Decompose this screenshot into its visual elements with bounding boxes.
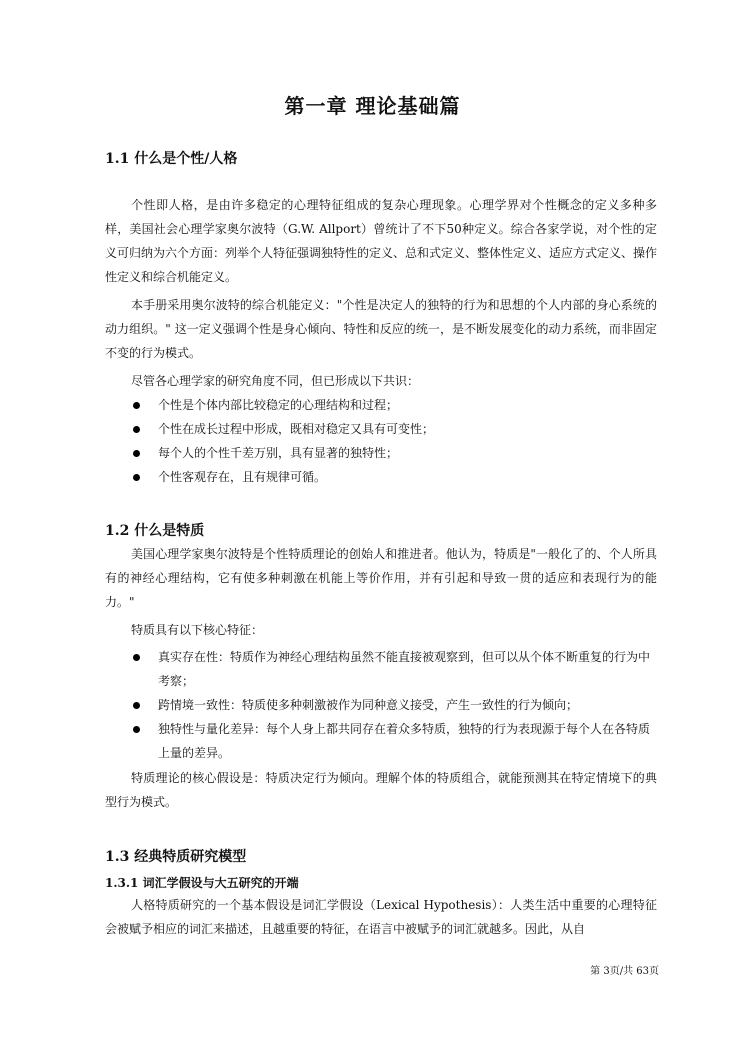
chapter-title: 第一章 理论基础篇 [284,94,461,118]
bullet-icon [133,726,140,733]
paragraph: 尽管各心理学家的研究角度不同，但已形成以下共识： [131,374,420,388]
paragraph: 人格特质研究的一个基本假设是词汇学假设（Lexical Hypothesis）：人类生活中重要的心理特征会被赋予相应的词汇来描述，且越重要的特征，在语言中被赋予的词汇就越多。因此，从自 [105,898,657,936]
bullet-icon [133,450,140,457]
paragraph: 特质理论的核心假设是：特质决定行为倾向。理解个体的特质组合，就能预测其在特定情境下的典型行为模式。 [105,771,657,809]
list-item: 独特性与量化差异：每个人身上都共同存在着众多特质，独特的行为表现源于每个人在各特质上量的差异。 [105,717,657,765]
list-item: 个性在成长过程中形成，既相对稳定又具有可变性； [105,417,657,441]
section-heading-1-3: 1.3 经典特质研究模型 [105,849,247,865]
bullet-icon [133,654,140,661]
paragraph: 特质具有以下核心特征： [131,623,264,637]
bullet-icon [133,702,140,709]
paragraph: 本手册采用奥尔波特的综合机能定义："个性是决定人的独特的行为和思想的个人内部的身心系统的动力组织。" 这一定义强调个性是身心倾向、特性和反应的统一，是不断发展变化的动力系统，而非固定不变的行为模式。 [105,298,657,360]
section-heading-1-2: 1.2 什么是特质 [105,523,205,539]
list-item: 个性是个体内部比较稳定的心理结构和过程； [105,393,657,417]
section-heading-1-1: 1.1 什么是个性/人格 [105,151,238,167]
bullet-list [105,645,657,765]
list-item: 真实存在性：特质作为神经心理结构虽然不能直接被观察到，但可以从个体不断重复的行为中考察； [105,645,657,693]
paragraph: 美国心理学家奥尔波特是个性特质理论的创始人和推进者。他认为，特质是"一般化了的、个人所具有的神经心理结构，它有使多种刺激在机能上等价作用，并有引起和导致一贯的适应和表现行为的能力。" [105,547,657,609]
subsection-heading-1-3-1: 1.3.1 词汇学假设与大五研究的开端 [105,876,299,890]
list-item: 跨情境一致性：特质使多种刺激被作为同种意义接受，产生一致性的行为倾向； [105,693,657,717]
list-item: 个性客观存在，且有规律可循。 [105,465,657,489]
paragraph: 个性即人格，是由许多稳定的心理特征组成的复杂心理现象。心理学界对个性概念的定义多种多样，美国社会心理学家奥尔波特（G.W. Allport）曾统计了不下50种定义。综合各家学说，对个性的定义可归纳为六个方面：列举个人特征强调独特性的定义、总和式定义、整体性定义、适应方式定义、操作性定义和综合机能定义。 [105,198,658,284]
bullet-icon [133,402,140,409]
bullet-list [105,393,657,489]
bullet-icon [133,426,140,433]
list-item: 每个人的个性千差万别，具有显著的独特性； [105,441,657,465]
bullet-icon [133,474,140,481]
page-number: 第 3页/共 63页 [590,966,659,977]
